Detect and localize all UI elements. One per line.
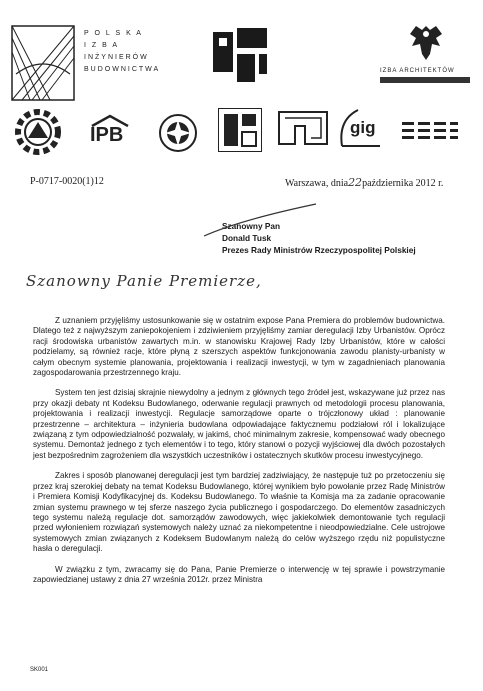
addressee-line-2: Donald Tusk	[222, 233, 272, 243]
footer-code: SK001	[30, 667, 49, 673]
letter-date	[285, 176, 443, 189]
piib-logo	[10, 24, 170, 104]
date-suffix: października 2012 r.	[362, 178, 444, 189]
piib-line-1: P O L S K A	[84, 30, 143, 37]
date-day: 22	[348, 176, 363, 189]
gear-logo	[12, 106, 64, 158]
piib-line-2: I Z B A	[84, 42, 120, 49]
outline-frame-logo	[275, 108, 331, 148]
paragraph-4: W związku z tym, zwracamy się do Pana, Panie Premierze o interwencję w tej sprawie i powstrzymanie zapowiedzianej ustawy z dnia 27 września 2012r. przez Ministra	[33, 564, 445, 584]
pen-stroke-icon	[200, 200, 320, 240]
letter-body	[33, 316, 445, 595]
salutation: Szanowny Panie Premierze,	[26, 272, 262, 290]
gear-icon	[12, 106, 64, 158]
piib-emblem-icon	[10, 24, 76, 104]
ipb-text: IPB	[90, 124, 124, 146]
frame-icon	[275, 108, 331, 148]
architects-chamber-text: IZBA ARCHITEKTÓW	[380, 68, 455, 74]
reference-number: P-0717-0020(1)12	[30, 176, 104, 187]
gig-logo	[336, 104, 386, 152]
addressee-line-1: Szanowny Pan	[222, 221, 281, 231]
piib-line-4: BUDOWNICTWA	[84, 66, 161, 73]
compass-icon	[157, 112, 199, 154]
stripes-icon	[402, 120, 458, 144]
ipb-logo	[88, 114, 132, 158]
compass-logo	[157, 112, 199, 154]
square-block-logo	[218, 108, 262, 152]
center-square-logo	[213, 28, 267, 82]
striped-logo	[402, 120, 458, 144]
piib-line-3: INŻYNIERÓW	[84, 54, 149, 61]
date-prefix: Warszawa, dnia	[285, 178, 349, 189]
paragraph-3: Zakres i sposób planowanej deregulacji jest tym bardziej zadziwiający, że następuje tuż po przetoczeniu się przez kraj szerokiej debaty na temat Kodeksu Budowlanego, której wynikiem było powołanie przez Radę Ministrów i Premiera Komisji Kodyfikacyjnej ds. Kodeksu Budowlanego. To właśnie ta Komisja ma za zadanie opracowanie zmian systemu prawnego w tej sferze naszego życia publicznego i gospodarczego. Do elementów zasadniczych tego systemu należą regulacje dot. samorządów zawodowych, więc jakiekolwiek demontowanie tych regulacji przed wyłonieniem rozwiązań systemowych należy uznać za niekompetentne i nieodpowiedzialne. Cele ustrojowe systemowych zmian związanych z Kodeksem Budowlanym należą do celów wyższego rzędu niż populistyczne hasła o deregulacji.	[33, 471, 445, 554]
gig-text: gig	[350, 118, 376, 137]
addressee-line-3: Prezes Rady Ministrów Rzeczypospolitej Polskiej	[222, 245, 416, 255]
paragraph-1: Z uznaniem przyjęliśmy ustosunkowanie się w ostatnim expose Pana Premiera do problemów budownictwa. Dlatego też z najwyższym zaniepokojeniem i zdziwieniem przyjęliśmy zamiar deregulacji Izby Urbanistów. Oprócz racji środowiska urbanistów zawartych m.in. w stanowisku Krajowej Rady Izby Urbanistów, które w całości podzielamy, są również racje, które płyną z szerszych aspektów funkcjonowania zawodu planisty-urbanisty w całym obecnym systemie planowania, projektowania i realizacji inwestycji, w tym w zagadnieniach planowania zagospodarowania przestrzennego kraju.	[33, 316, 445, 378]
architects-chamber-logo	[378, 22, 474, 92]
eagle-icon	[406, 22, 446, 64]
abstract-square-icon	[213, 28, 267, 82]
architects-chamber-bar	[380, 77, 470, 83]
block-icon	[218, 108, 262, 152]
paragraph-2: System ten jest dzisiaj skrajnie niewydolny a jednym z głównych tego źródeł jest, wskazywane już przez nas przy okazji debaty nt Kodeksu Budowlanego, oderwanie regulacji prawnych od metodologii procesu planowania, projektowania i realizacji inwestycji. Regulacje samorządowe oparte o trójczłonowy układ : planowanie przestrzenne – architektura – inżynieria budowlana odpowiadające faktycznemu podziałowi ról i lokalizujące związaną z tym odpowiedzialność pozwalały, w jakimś, choć minimalnym zakresie, kompensować wady obecnego systemu. Demontaż jednego z tych elementów i to tego, który stanowi o pozycji wyjściowej dla dwóch pozostałych jest bezpośrednim zagrożeniem dla wszystkich uczestników i ostatecznych skutków procesu inwestycyjnego.	[33, 388, 445, 460]
